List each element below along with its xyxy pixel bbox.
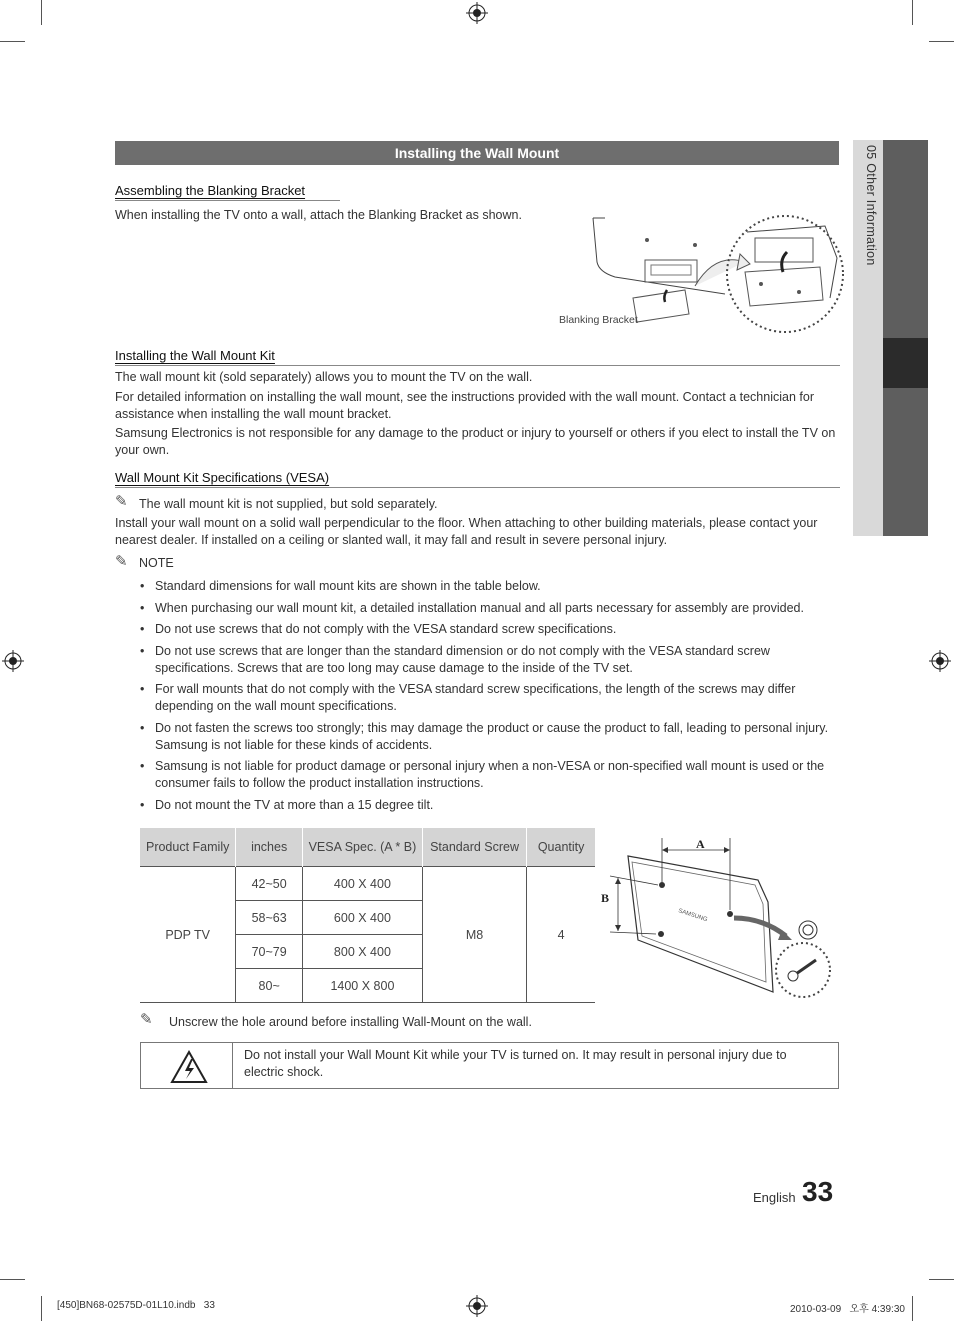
registration-mark-icon [929, 650, 951, 672]
heading-rule [115, 487, 840, 488]
list-item: • Do not fasten the screws too strongly; this may damage the product or cause the product to fall, leading to personal injury. Samsung is not liable for these kinds of accidents. [140, 720, 840, 754]
note-pencil-icon: ✎ [115, 553, 128, 570]
label-b: B [601, 891, 610, 905]
list-item: • Do not mount the TV at more than a 15 degree tilt. [140, 797, 840, 814]
table-header: Product Family [140, 828, 236, 867]
footer-timestamp: 2010-03-09 오후 4:39:30 [790, 1304, 905, 1315]
section-banner: Installing the Wall Mount [115, 141, 839, 165]
note-list [140, 578, 840, 818]
crop-mark [912, 0, 913, 25]
heading-wall-mount-kit: Installing the Wall Mount Kit [115, 348, 275, 363]
heading-vesa-specs: Wall Mount Kit Specifications (VESA) [115, 470, 330, 485]
crop-mark [929, 1279, 954, 1280]
table-header: Quantity [527, 828, 595, 867]
svg-text:SAMSUNG: SAMSUNG [677, 908, 709, 924]
crop-mark [912, 1296, 913, 1321]
table-cell-vesa: 600 X 400 [302, 901, 422, 935]
registration-mark-icon [466, 1295, 488, 1317]
wall-mount-paragraph: Samsung Electronics is not responsible for any damage to the product or injury to yourself or others if you elect to install the TV on your own. [115, 426, 836, 457]
crop-mark [41, 0, 42, 25]
note-label: NOTE [139, 556, 174, 570]
registration-mark-icon [466, 2, 488, 24]
sidebar-chapter-marker [883, 338, 928, 388]
memo-pencil-icon: ✎ [115, 493, 128, 510]
heading-rule [115, 200, 340, 201]
crop-mark [0, 41, 25, 42]
registration-mark-icon [2, 650, 24, 672]
table-cell-inches: 42~50 [236, 867, 303, 901]
table-row [140, 867, 595, 901]
list-item: • For wall mounts that do not comply with the VESA standard screw specifications, the length of the screws may differ depending on the wall mount specifications. [140, 681, 840, 715]
list-item: • Samsung is not liable for product damage or personal injury when a non-VESA or non-specified wall mount is used or the consumer fails to follow the product installation instructions. [140, 758, 840, 792]
warning-divider [232, 1043, 233, 1088]
page-number: 33 [802, 1176, 834, 1207]
table-cell-family: PDP TV [140, 867, 236, 1003]
table-cell-vesa: 400 X 400 [302, 867, 422, 901]
table-cell-inches: 58~63 [236, 901, 303, 935]
unscrew-pencil-icon: ✎ [140, 1011, 153, 1028]
table-cell-quantity: 4 [527, 867, 595, 1003]
table-header: Standard Screw [422, 828, 526, 867]
wall-mount-paragraph: The wall mount kit (sold separately) allows you to mount the TV on the wall. [115, 370, 533, 384]
footer-language: English [753, 1190, 796, 1205]
footer-file-name: [450]BN68-02575D-01L10.indb 33 [57, 1300, 215, 1311]
warning-text: Do not install your Wall Mount Kit while your TV is turned on. It may result in personal injury due to electric shock. [244, 1048, 787, 1079]
vesa-dimension-diagram [598, 830, 843, 1000]
table-cell-vesa: 800 X 400 [302, 935, 422, 969]
list-item: • When purchasing our wall mount kit, a detailed installation manual and all parts necessary for assembly are provided. [140, 600, 840, 617]
table-cell-vesa: 1400 X 800 [302, 969, 422, 1003]
electric-warning-icon [170, 1050, 208, 1084]
vesa-spec-table [140, 828, 595, 1003]
list-item: • Standard dimensions for wall mount kits are shown in the table below. [140, 578, 840, 595]
crop-mark [41, 1296, 42, 1321]
table-cell-screw: M8 [422, 867, 526, 1003]
crop-mark [929, 41, 954, 42]
table-header: inches [236, 828, 303, 867]
vesa-install-text: Install your wall mount on a solid wall perpendicular to the floor. When attaching to other building materials, please contact your nearest dealer. If installed on a ceiling or slanted wall, it may fall and result in severe personal injury. [115, 516, 818, 547]
blanking-bracket-label: Blanking Bracket [559, 314, 638, 326]
table-cell-inches: 70~79 [236, 935, 303, 969]
table-header: VESA Spec. (A * B) [302, 828, 422, 867]
list-item: • Do not use screws that are longer than the standard dimension or do not comply with the VESA standard screw specifications. Screws that are too long may cause damage to the inside of the TV set. [140, 643, 840, 677]
list-item: • Do not use screws that do not comply with the VESA standard screw specifications. [140, 621, 840, 638]
sidebar-chapter-label: 05 Other Information [864, 145, 878, 266]
heading-rule [115, 365, 840, 366]
blanking-bracket-text: When installing the TV onto a wall, attach the Blanking Bracket as shown. [115, 208, 522, 222]
crop-mark [0, 1279, 25, 1280]
table-cell-inches: 80~ [236, 969, 303, 1003]
wall-mount-paragraph: For detailed information on installing the wall mount, see the instructions provided with the wall mount. Contact a technician for assistance when installing the wall mount bracket. [115, 390, 814, 421]
label-a: A [696, 837, 705, 851]
memo-text: The wall mount kit is not supplied, but sold separately. [139, 497, 438, 511]
unscrew-note: Unscrew the hole around before installing Wall-Mount on the wall. [169, 1015, 532, 1029]
heading-blanking-bracket: Assembling the Blanking Bracket [115, 183, 306, 198]
